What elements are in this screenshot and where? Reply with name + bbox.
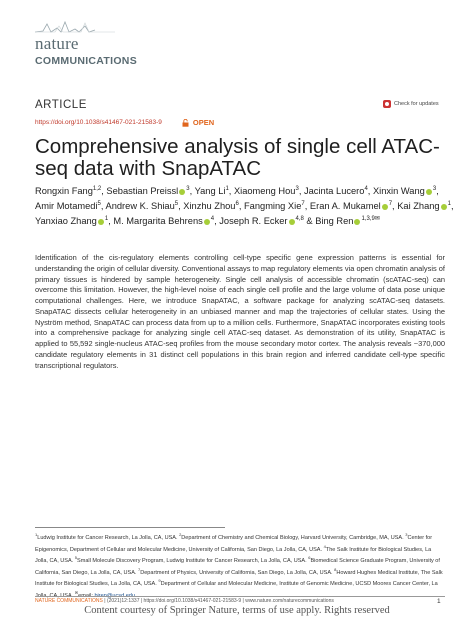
footer-citation: | (2021)12:1337 | https://doi.org/10.1038/s41467-021-21583-9 | www.nature.com/naturecommunications: [102, 598, 334, 604]
page-number: 1: [437, 598, 441, 605]
author-name[interactable]: Amir Motamedi: [35, 201, 98, 212]
footnote-divider: [35, 527, 225, 528]
author-affiliation-sup: 4,8: [295, 216, 304, 223]
footnote-text: Howard Hughes Medical Institute, The Salk Institute for Biological Studies, La Jolla, CA, USA.: [35, 569, 443, 588]
footnote-marker: 7: [137, 566, 141, 572]
author-name[interactable]: Andrew K. Shiau: [105, 201, 175, 212]
footnote-marker: 4: [323, 543, 326, 549]
footnote-marker: 8: [334, 566, 337, 572]
footnote-marker: 9: [158, 578, 161, 584]
author-affiliation-sup: 1,2: [92, 186, 102, 192]
footnote-text: email:: [78, 592, 95, 599]
author-affiliation-sup: 5: [174, 201, 179, 208]
footnote-text: Biomedical Science Graduate Program, University of California, San Diego, La Jolla, CA, USA.: [35, 557, 440, 576]
orcid-icon[interactable]: [289, 219, 295, 225]
journal-footer: [35, 598, 334, 604]
author-affiliation-sup: 3: [432, 186, 437, 192]
logo-nature-text: nature: [35, 34, 79, 53]
author-affiliation-sup: 1,3,9✉: [361, 216, 380, 223]
author-name[interactable]: Joseph R. Ecker: [219, 216, 288, 227]
author-name[interactable]: Yang Li: [194, 186, 226, 197]
author-affiliation-sup: 4: [364, 186, 368, 192]
author-affiliation-sup: 3: [186, 186, 190, 192]
check-for-updates-button[interactable]: [383, 98, 441, 110]
author-name[interactable]: Rongxin Fang: [35, 186, 93, 197]
orcid-icon[interactable]: [204, 219, 210, 225]
orcid-icon[interactable]: [98, 219, 104, 225]
footnote-marker: 5: [74, 555, 77, 561]
footnote-marker: 2: [179, 532, 182, 537]
orcid-icon[interactable]: [426, 189, 432, 195]
footer-journal-name: NATURE COMMUNICATIONS: [35, 598, 103, 604]
author-name[interactable]: M. Margarita Behrens: [113, 216, 203, 227]
footnote-text: Ludwig Institute for Cancer Research, La Jolla, CA, USA.: [37, 534, 180, 541]
author-affiliation-sup: 6: [235, 201, 239, 208]
footnote-text: Small Molecule Discovery Program, Ludwig Institute for Cancer Research, La Jolla, CA, USA.: [77, 557, 309, 564]
article-type-label: ARTICLE: [35, 99, 87, 111]
author-affiliation-sup: 4: [210, 216, 215, 223]
logo-wave-graphic: [35, 20, 175, 34]
footnote-text: The Salk Institute for Biological Studies, La Jolla, CA, USA.: [35, 546, 432, 564]
open-lock-icon: [182, 119, 189, 127]
orcid-icon[interactable]: [441, 204, 447, 210]
author-affiliation-sup: 5: [97, 201, 101, 208]
footnote-text: Center for Epigenomics, Department of Cellular and Molecular Medicine, University of California, San Diego, La Jolla, CA, USA.: [35, 534, 433, 553]
author-name[interactable]: Jacinta Lucero: [303, 186, 365, 197]
author-name[interactable]: Kai Zhang: [397, 201, 440, 212]
author-affiliation-sup: 7: [388, 201, 393, 208]
footnote-marker: ✉: [74, 589, 79, 595]
journal-logo[interactable]: [35, 20, 175, 68]
footnote-marker: 1: [35, 532, 38, 537]
orcid-icon[interactable]: [179, 189, 185, 195]
check-updates-icon: [383, 100, 391, 108]
footer-divider: [35, 596, 445, 597]
footnote-text: Department of Physics, University of California, San Diego, La Jolla, CA, USA.: [140, 569, 335, 576]
author-list: Rongxin Fang$^{1,2}$, Sebastian Preissl $^3$, Yang Li$^1$, Xiaomeng Hou$^3$, Jacinta Lucero$^4$, Xinxin Wang $^3$, Amir Motamedi$^5$, Andrew K. Shiau$^5$, Xinzhu Zhou$^6$, Fangming Xie$^7$, Eran A. Mukamel $^7$, Kai Zhang $^1$, Yanxiao Zhang $^1$, M. Margarita Behrens $^4$, Joseph R. Ecker $^{4,8}$ & Bing Ren $^{1,3,9✉}$: [35, 186, 454, 227]
author-name[interactable]: Xinxin Wang: [372, 186, 425, 197]
open-access-label: OPEN: [192, 118, 215, 127]
courtesy-notice: Content courtesy of Springer Nature, terms of use apply. Rights reserved: [84, 605, 390, 616]
author-affiliation-sup: 1: [104, 216, 109, 223]
doi-row: [35, 118, 214, 127]
footnote-text: Department of Chemistry and Chemical Biology, Harvard University, Cambridge, MA, USA.: [181, 534, 406, 541]
author-name[interactable]: Eran A. Mukamel: [309, 201, 381, 212]
article-title: Comprehensive analysis of single cell ATAC-seq data with SnapATAC: [35, 135, 440, 180]
author-affiliation-sup: 1: [447, 201, 451, 208]
orcid-icon[interactable]: [382, 204, 388, 210]
author-name[interactable]: Yanxiao Zhang: [35, 216, 97, 227]
author-name[interactable]: Sebastian Preissl: [106, 186, 179, 197]
author-affiliation-sup: 3: [295, 186, 299, 192]
affiliations-footnotes: [35, 531, 445, 600]
open-access-badge: [182, 118, 214, 127]
corresponding-email-link[interactable]: biren@ucsd.edu: [94, 592, 135, 599]
footnote-text: Department of Cellular and Molecular Medicine, Institute of Genomic Medicine, UCSD Moores Cancer Center, La Jolla, CA, USA.: [35, 581, 438, 599]
author-affiliation-sup: 1: [225, 186, 229, 192]
logo-communications-text: COMMUNICATIONS: [35, 55, 137, 67]
footnote-marker: 6: [308, 555, 311, 561]
orcid-icon[interactable]: [354, 219, 360, 225]
doi-link[interactable]: https://doi.org/10.1038/s41467-021-21583-9: [35, 119, 162, 126]
author-name[interactable]: Xiaomeng Hou: [233, 186, 296, 197]
author-name[interactable]: Xinzhu Zhou: [183, 201, 236, 212]
check-updates-label: Check for updates: [394, 101, 439, 107]
author-name[interactable]: Fangming Xie: [244, 201, 302, 212]
footnote-marker: 3: [405, 532, 408, 537]
author-affiliation-sup: 7: [301, 201, 305, 208]
abstract: Identification of the cis-regulatory elements controlling cell-type specific gene expression patterns is essential for understanding the origin of cellular diversity. Conventional assays to map regulatory elements via open chromatin analysis of primary tissues is hindered by sample heterogeneity. Single cell analysis of accessible chromatin (scATAC-seq) can overcome this limitation. However, the high-level noise of each single cell profile and the large volume of data pose unique computational challenges. Here, we introduce SnapATAC, a software package for analyzing scATAC-seq datasets. SnapATAC dissects cellular heterogeneity in an unbiased manner and map the trajectories of cellular states. Using the Nyström method, SnapATAC can process data from up to a million cells. Furthermore, SnapATAC incorporates existing tools into a comprehensive package for analyzing single cell ATAC-seq dataset. As demonstration of its utility, SnapATAC is applied to 55,592 single-nucleus ATAC-seq profiles from the mouse secondary motor cortex. The analysis reveals ~370,000 candidate regulatory elements in 31 distinct cell populations in this brain region and inferred candidate cell-type specific transcriptional regulators.: [35, 253, 445, 370]
author-name[interactable]: Bing Ren: [315, 216, 354, 227]
